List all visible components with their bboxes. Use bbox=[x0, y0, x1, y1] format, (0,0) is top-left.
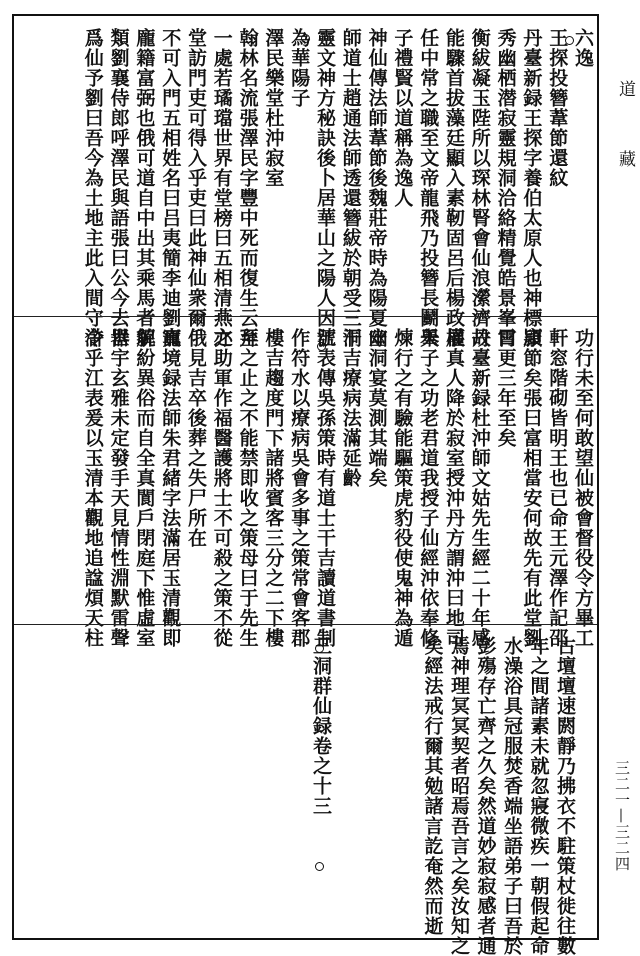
text-column: 彭殤存亡齊之久矣然道妙寂寂感者通 bbox=[474, 636, 497, 956]
text-column: 秀幽栖潜寂靈規洞洽絡精覺皓景峯霄 bbox=[494, 28, 517, 348]
text-column: 翰林名流張澤民字豐中死而復生云至 bbox=[236, 28, 259, 348]
text-column: 滸乎江表爰以玉清本觀地追諡煩天柱 bbox=[81, 328, 104, 648]
panel-upper bbox=[14, 16, 597, 348]
text-column: 丹臺新録王探字養伯太原人也神標頴 bbox=[520, 28, 543, 348]
text-column: 軒窓階砌皆明王也已命王元澤作記邵 bbox=[546, 328, 569, 648]
text-column: 師道士趙通法師透還簪紱於朝受三洞 bbox=[339, 28, 362, 348]
section-circle-marker bbox=[317, 342, 326, 351]
text-column: 六逸 bbox=[572, 28, 594, 68]
text-column: 王探投簪葦節還紋 bbox=[546, 28, 569, 188]
text-column: 年之間諸素未就忽寢微疾一朝假起命 bbox=[527, 636, 550, 956]
text-column: 一處若璚璫世界有堂榜曰五相清燕之 bbox=[210, 28, 233, 348]
text-column: 幽洞宴莫測其端矣 bbox=[365, 328, 388, 488]
text-column: 俄見吉卒後葬之失尸所在 bbox=[185, 328, 207, 548]
text-column: 煉行之有驗能驅策虎豹役使鬼神為遁 bbox=[391, 328, 414, 648]
section-circle-marker bbox=[315, 644, 324, 653]
text-column: 爲仙予劉曰吾今為土地主此入間守令 bbox=[81, 28, 104, 348]
text-column: 水澡浴具冠服焚香端坐語弟子曰吾於 bbox=[501, 636, 523, 956]
page-frame bbox=[12, 14, 599, 956]
text-column: 類劉襄侍郎呼澤民與語張曰公今去世 bbox=[107, 28, 130, 348]
text-column: 真境録法師朱君緒字法滿居玉清觀即 bbox=[159, 328, 182, 648]
section-circle-marker bbox=[565, 36, 574, 45]
text-column: 作符水以療病吳會多事之策常會客郡 bbox=[288, 328, 311, 648]
panel-lower bbox=[14, 624, 597, 956]
text-column: 靈文神方秘訣後卜居華山之陽人因號 bbox=[314, 28, 336, 348]
text-column: 丹臺新録杜沖師文姑先生經二十年感 bbox=[468, 328, 491, 648]
text-column: 子禮賢以道稱為逸人 bbox=[391, 28, 414, 208]
text-column: 三洞群仙録卷之十三 bbox=[310, 636, 332, 816]
text-column: 曰更三年至矣 bbox=[494, 328, 517, 448]
text-column: 拜之止之不能禁即收之策母曰于先生 bbox=[236, 328, 259, 648]
text-column: 焉神理冥冥契者昭焉吾言之矣汝知之 bbox=[448, 636, 470, 956]
side-label-zang: 藏 bbox=[615, 150, 635, 167]
text-column: 堂訪門吏可得入乎吏曰此神仙衆爾 bbox=[185, 28, 207, 328]
text-column: 解紛異俗而自全真閬戶閉庭下惟虛室 bbox=[133, 328, 156, 648]
text-column: 亦助軍作福醫護將士不可殺之策不從 bbox=[210, 328, 233, 648]
section-circle-marker bbox=[301, 34, 310, 43]
text-column: 能驟首拔藻廷顯入素靭固呂后楊政權 bbox=[443, 28, 465, 348]
section-circle-marker bbox=[315, 862, 324, 871]
text-column: 功行未至何敢望仙被會督役令方畢工 bbox=[572, 328, 594, 648]
text-column: 神仙傳法師葦節後魏莊帝時為陽夏守 bbox=[365, 28, 388, 348]
text-column: 干吉療病法滿延齡 bbox=[339, 328, 362, 488]
text-column: 任中常之職至文帝龍飛乃投簪長鬬天 bbox=[417, 28, 440, 348]
text-column: 康節矣張曰富相當安何故先有此堂劉 bbox=[520, 328, 543, 648]
text-column: 不可入門五相姓名曰吕夷簡李迪劉寵 bbox=[159, 28, 182, 348]
text-column: 樓吉趨度門下諸將賓客三分之二下樓 bbox=[262, 328, 285, 648]
text-column: 江表傳吳孫策時有道士干吉讀道書制 bbox=[314, 328, 336, 648]
text-column: 澤民樂堂杜沖寂室 bbox=[262, 28, 285, 188]
side-label-dao: 道 bbox=[615, 80, 635, 97]
text-column: 為華陽子 bbox=[288, 28, 311, 108]
panel-middle bbox=[14, 316, 597, 648]
text-column: 展真人降於寂室授沖丹方謂沖曰地司 bbox=[443, 328, 465, 648]
text-column: 矣經法戒行爾其勉諸言訖奄然而逝 bbox=[421, 636, 444, 936]
text-column: 古壇壇速閼靜乃拂衣不駐策杖徙往數 bbox=[554, 636, 576, 956]
page-number: 三二一—三二四 bbox=[613, 760, 631, 872]
text-column: 舉子之功老君道我授子仙經沖依奉修 bbox=[417, 328, 440, 648]
text-column: 龐籍富弼也俄可道自中出其乘馬者貌 bbox=[133, 28, 156, 348]
text-column: 器宇玄雅未定發手天見情性淵默雷聲 bbox=[107, 328, 130, 648]
text-column: 衡紱凝玉陛所以琛林腎會仙浪瀠濟故 bbox=[468, 28, 491, 348]
